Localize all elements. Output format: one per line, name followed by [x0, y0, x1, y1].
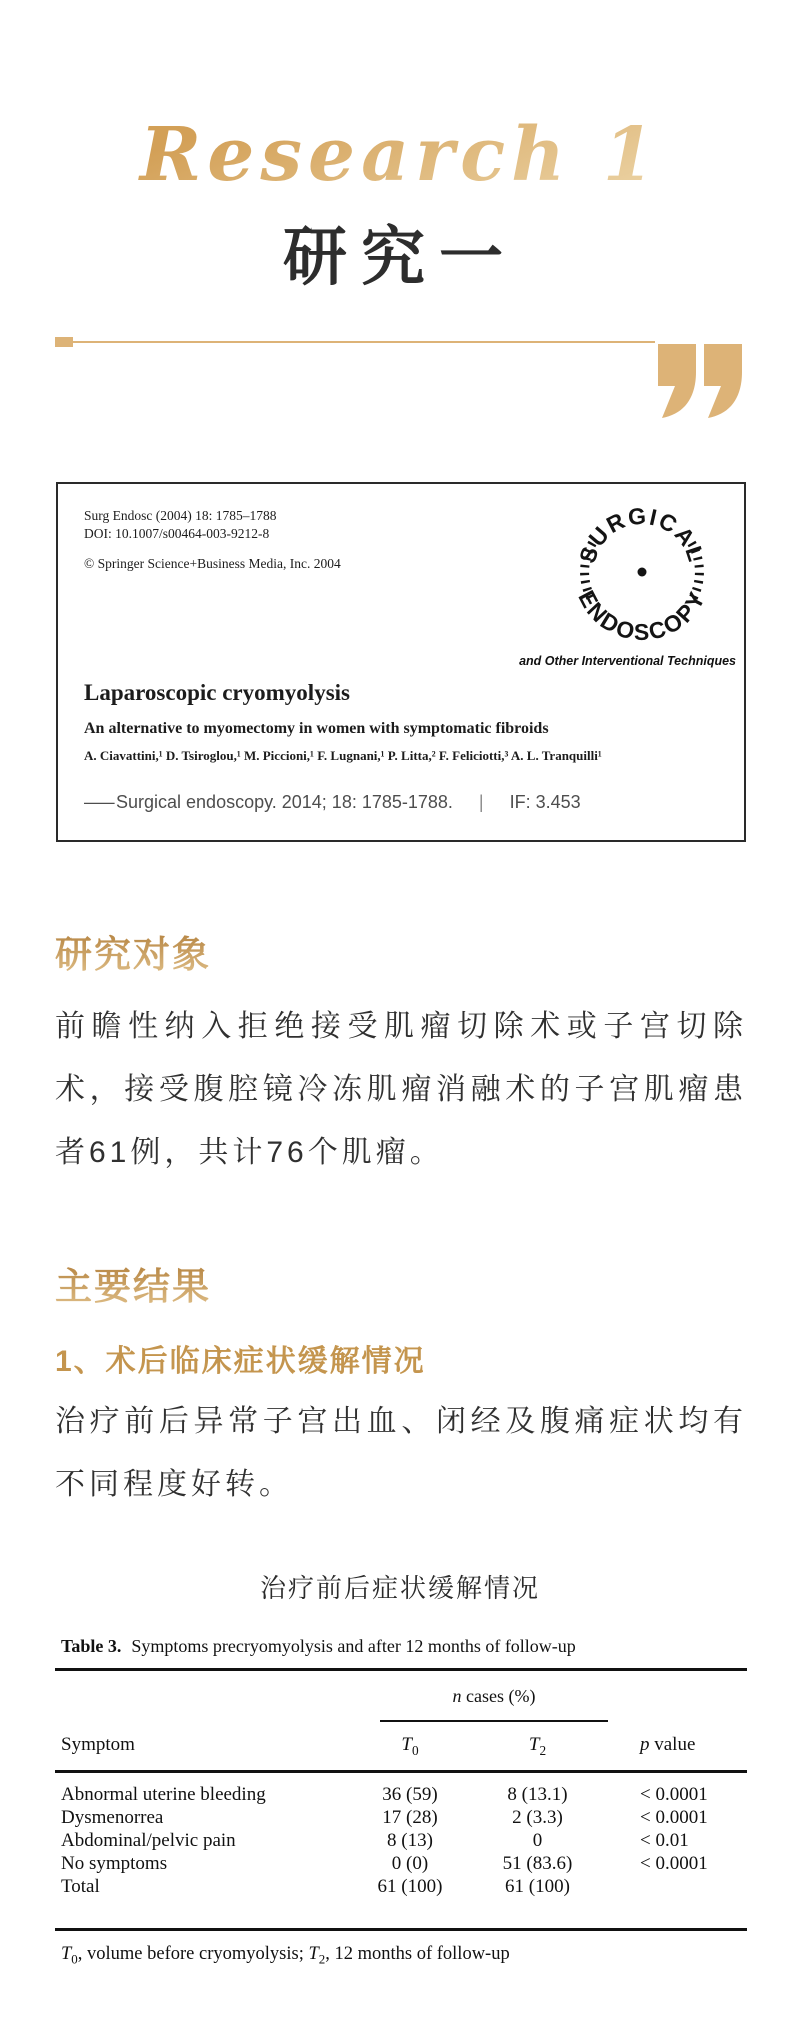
- copyright-line: © Springer Science+Business Media, Inc. 2004: [84, 556, 341, 571]
- svg-text:SURGICAL: [574, 502, 710, 566]
- table-cell: 61 (100): [377, 1876, 443, 1897]
- paper-subtitle: An alternative to myomectomy in women with symptomatic fibroids: [84, 720, 549, 737]
- table-rule-bottom: [55, 1928, 747, 1931]
- script-title: Research 1: [0, 112, 800, 198]
- svg-text:ENDOSCOPY: [573, 586, 710, 645]
- table3: [55, 1632, 747, 1992]
- table-cell: No symptoms: [61, 1853, 168, 1874]
- column-symptom: Symptom: [61, 1734, 135, 1755]
- footnote-end: , 12 months of follow-up: [325, 1944, 510, 1964]
- table-cell: 8 (13): [387, 1830, 433, 1851]
- table3-rows: [55, 1784, 747, 1899]
- t2-sub: 2: [539, 1742, 547, 1758]
- table-row: [55, 1830, 747, 1853]
- paper-title: Laparoscopic cryomyolysis: [84, 680, 350, 705]
- divider-line: [73, 341, 655, 343]
- table-caption: 治疗前后症状缓解情况: [259, 1573, 540, 1603]
- table-row: [55, 1876, 747, 1899]
- paper-card: [56, 482, 746, 842]
- table-row: [55, 1853, 747, 1876]
- citation-line: [84, 792, 724, 813]
- table-group-rule: [380, 1720, 608, 1722]
- table-cell: 61 (100): [505, 1876, 570, 1897]
- table3-title: [61, 1636, 576, 1657]
- t0-letter: T: [401, 1734, 412, 1755]
- subjects-paragraph: 前瞻性纳入拒绝接受肌瘤切除术或子宫切除术，接受腹腔镜冷冻肌瘤消融术的子宫肌瘤患者61例，共计76个肌瘤。: [55, 1010, 747, 1169]
- table-cell: < 0.0001: [640, 1853, 708, 1874]
- table-cell: Dysmenorrea: [61, 1807, 164, 1828]
- result1-paragraph: 治疗前后异常子宫出血、闭经及腹痛症状均有不同程度好转。: [55, 1405, 747, 1501]
- doi: DOI: 10.1007/s00464-003-9212-8: [84, 526, 270, 541]
- table-cell: < 0.01: [640, 1830, 689, 1851]
- section-heading-results: 主要结果: [55, 1256, 211, 1310]
- table3-group-header: [380, 1686, 608, 1707]
- table-cell: 0 (0): [391, 1853, 429, 1874]
- table-cell: 8 (13.1): [507, 1784, 568, 1805]
- t2-letter: T: [528, 1734, 540, 1755]
- footnote-t2: T: [308, 1944, 319, 1964]
- column-p-value: [640, 1734, 747, 1756]
- table-rule-header: [55, 1770, 747, 1773]
- table-cell: Abdominal/pelvic pain: [61, 1830, 236, 1851]
- table3-label: Table 3.: [61, 1636, 122, 1656]
- table-cell: < 0.0001: [640, 1784, 708, 1805]
- table-cell: 36 (59): [382, 1784, 438, 1805]
- t0-sub: 0: [411, 1742, 419, 1758]
- page-title: 研究一: [283, 220, 517, 295]
- footnote-t0-sub: 0: [71, 1951, 78, 1967]
- table-cell: Total: [61, 1876, 100, 1897]
- column-t0: [355, 1734, 465, 1759]
- result1-subheading: 1、术后临床症状缓解情况: [55, 1345, 426, 1378]
- citation-separator: |: [478, 792, 484, 812]
- table-cell: Abnormal uterine bleeding: [61, 1784, 266, 1805]
- footnote-t0: T: [61, 1944, 72, 1964]
- table3-title-text: Symptoms precryomyolysis and after 12 months of follow-up: [131, 1636, 576, 1656]
- logo-center-dot: [638, 568, 647, 577]
- table-row: [55, 1807, 747, 1830]
- quote-icon: [656, 344, 744, 418]
- p-rest: value: [649, 1734, 696, 1755]
- footnote-t2-sub: 2: [318, 1951, 326, 1967]
- group-header-italic: n: [452, 1686, 462, 1706]
- journal-logo-icon: [562, 492, 722, 652]
- p-italic: p: [640, 1734, 650, 1755]
- column-t2: [485, 1734, 590, 1759]
- journal-reference: Surg Endosc (2004) 18: 1785–1788: [84, 508, 277, 523]
- logo-arc-text-bottom: ENDOSCOPY: [573, 586, 711, 646]
- table-cell: 17 (28): [382, 1807, 438, 1828]
- table-row: [55, 1784, 747, 1807]
- group-header-rest: cases (%): [461, 1686, 536, 1706]
- logo-tagline: and Other Interventional Techniques: [519, 654, 736, 668]
- section-heading-subjects: 研究对象: [55, 924, 211, 978]
- table-cell: 2 (3.3): [512, 1807, 563, 1828]
- table-rule-top: [55, 1668, 747, 1671]
- table-cell: 0: [532, 1830, 543, 1851]
- table-cell: < 0.0001: [640, 1807, 708, 1828]
- table3-footnote: [61, 1944, 510, 1968]
- citation-dash: —: [84, 792, 115, 812]
- divider-square: [55, 337, 73, 347]
- logo-arc-text-top: SURGICAL: [573, 502, 711, 567]
- table-cell: 51 (83.6): [502, 1853, 573, 1874]
- footnote-mid: , volume before cryomyolysis;: [77, 1944, 309, 1964]
- paper-authors: A. Ciavattini,¹ D. Tsiroglou,¹ M. Piccioni,¹ F. Lugnani,¹ P. Litta,² F. Feliciotti,³ A. L. Tranquilli¹: [84, 748, 602, 763]
- impact-factor: IF: 3.453: [509, 792, 581, 812]
- citation-text: Surgical endoscopy. 2014; 18: 1785-1788.: [116, 792, 453, 812]
